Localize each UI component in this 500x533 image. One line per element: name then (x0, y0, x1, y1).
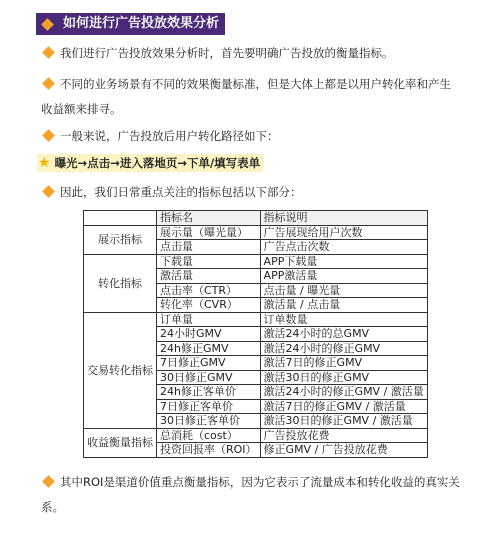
section-title (36, 13, 225, 35)
metric-desc: 激活24小时的修正GMV (260, 341, 427, 356)
metric-name: 订单量 (157, 312, 261, 327)
metrics-table (83, 210, 428, 458)
diamond-bullet-icon (42, 475, 55, 488)
metric-desc: 激活7日的修正GMV / 激活量 (260, 399, 427, 414)
metric-desc: 激活24小时的总GMV (260, 327, 427, 342)
paragraph-4-text: 因此，我们日常重点关注的指标包括以下部分： (60, 185, 302, 199)
table-row (84, 254, 428, 269)
metric-desc: 激活24小时的修正GMV / 激活量 (260, 385, 427, 400)
diamond-bullet-icon (42, 46, 55, 59)
header-blank (84, 211, 157, 226)
metric-desc: 广告展现给用户次数 (260, 225, 427, 240)
metric-name: 30日修正GMV (157, 370, 261, 385)
category-cell: 转化指标 (84, 254, 157, 312)
metric-desc: 广告点击次数 (260, 240, 427, 255)
metric-name: 7日修正客单价 (157, 399, 261, 414)
metric-name: 激活量 (157, 269, 261, 284)
paragraph-1-text: 我们进行广告投放效果分析时，首先要明确广告投放的衡量指标。 (60, 46, 394, 60)
metric-name: 24h修正GMV (157, 341, 261, 356)
metric-desc: APP下载量 (260, 254, 427, 269)
metric-name: 7日修正GMV (157, 356, 261, 371)
diamond-bullet-icon (42, 185, 55, 198)
metric-name: 展示量（曝光量） (157, 225, 261, 240)
star-icon: ★ (38, 155, 51, 171)
category-cell: 交易转化指标 (84, 312, 157, 428)
paragraph-3-text: 一般来说，广告投放后用户转化路径如下： (60, 129, 279, 143)
metric-name: 投资回报率（ROI） (157, 443, 261, 458)
category-cell: 展示指标 (84, 225, 157, 254)
metric-desc: APP激活量 (260, 269, 427, 284)
metric-name: 点击量 (157, 240, 261, 255)
diamond-bullet-icon (41, 18, 54, 31)
metric-desc: 广告投放花费 (260, 428, 427, 443)
paragraph-4 (41, 180, 461, 205)
diamond-bullet-icon (42, 129, 55, 142)
metric-desc: 激活7日的修正GMV (260, 356, 427, 371)
metric-name: 转化率（CVR） (157, 298, 261, 313)
metric-name: 24h修正客单价 (157, 385, 261, 400)
diamond-bullet-icon (42, 77, 55, 90)
metric-desc: 激活量 / 点击量 (260, 298, 427, 313)
paragraph-roi (41, 470, 461, 520)
paragraph-1 (41, 41, 461, 66)
metric-name: 点击率（CTR） (157, 283, 261, 298)
metric-name: 24小时GMV (157, 327, 261, 342)
metric-name: 30日修正客单价 (157, 414, 261, 429)
conversion-path-text: 曝光→点击→进入落地页→下单/填写表单 (54, 156, 261, 170)
paragraph-2-text: 不同的业务场景有不同的效果衡量标准，但是大体上都是以用户转化率和产生收益额来排寻。 (41, 77, 451, 116)
metric-desc: 修正GMV / 广告投放花费 (260, 443, 427, 458)
category-cell: 收益衡量指标 (84, 428, 157, 457)
conversion-path (37, 154, 263, 172)
paragraph-2 (41, 72, 461, 122)
paragraph-3 (41, 124, 461, 149)
table-header-row (84, 211, 428, 226)
table-row (84, 225, 428, 240)
metric-name: 下载量 (157, 254, 261, 269)
metric-desc: 激活30日的修正GMV / 激活量 (260, 414, 427, 429)
table-row (84, 312, 428, 327)
metric-name: 总消耗（cost） (157, 428, 261, 443)
paragraph-roi-text: 其中ROI是渠道价值重点衡量指标，因为它表示了流量成本和转化收益的真实关系。 (41, 475, 460, 514)
metric-desc: 点击量 / 曝光量 (260, 283, 427, 298)
metric-desc: 订单数量 (260, 312, 427, 327)
header-metric-desc: 指标说明 (260, 211, 427, 226)
section-title-text: 如何进行广告投放效果分析 (63, 16, 220, 31)
metric-desc: 激活30日的修正GMV (260, 370, 427, 385)
table-row (84, 428, 428, 443)
header-metric-name: 指标名 (157, 211, 261, 226)
